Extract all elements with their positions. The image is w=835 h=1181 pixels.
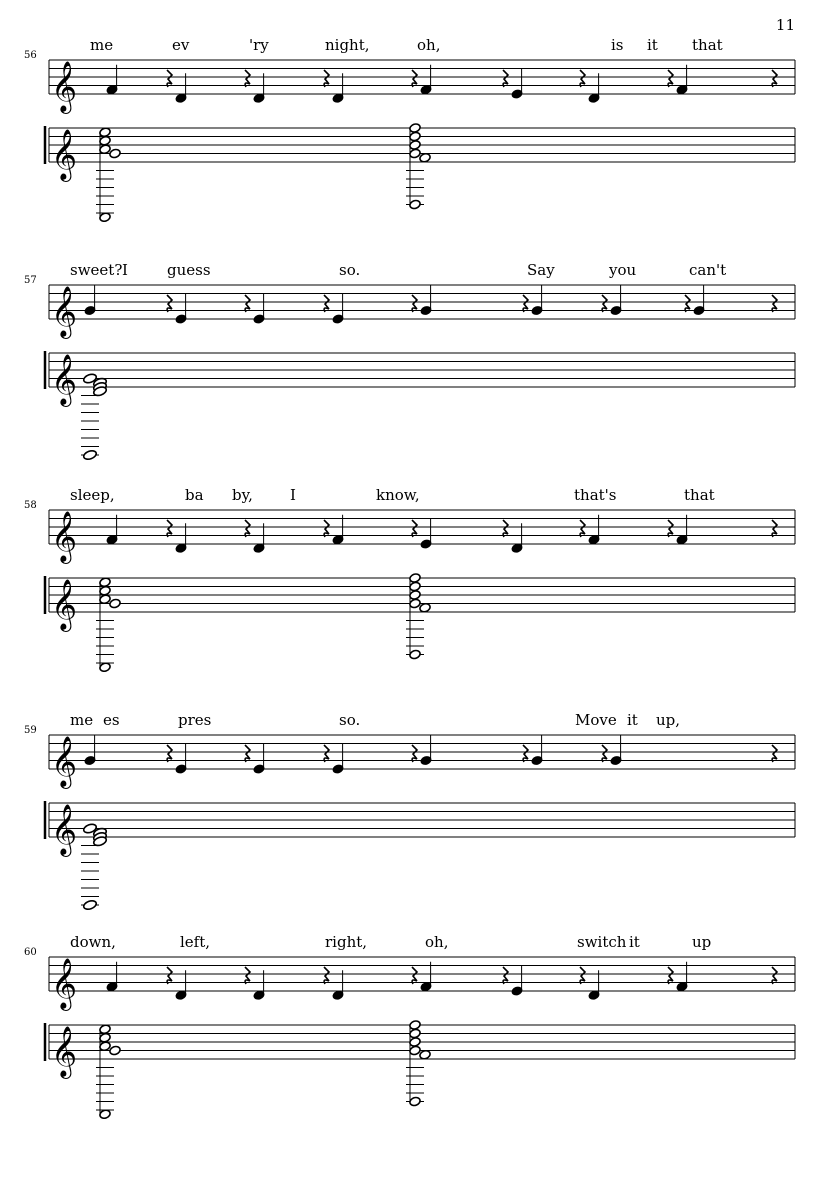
lyric-syllable: Say [527,261,555,279]
lyric-syllable: that [684,486,715,504]
quarter-rest-icon [685,295,690,312]
lyric-syllable: is [611,36,624,54]
treble-clef-icon: 𝄞 [51,511,78,562]
quarter-rest-icon [245,295,250,312]
lyric-syllable: up, [656,711,681,729]
quarter-rest-icon [245,967,250,984]
bass-notehead [99,1109,111,1120]
lyric-syllable: ev [172,36,190,54]
quarter-rest-icon [523,745,528,762]
quarter-rest-icon [580,70,585,87]
lyric-syllable: Move [575,711,617,729]
chord-notehead [409,598,421,609]
chord-notehead [99,1024,111,1035]
lyric-syllable: it [647,36,658,54]
treble-clef-icon: 𝄞 [51,1026,78,1077]
quarter-rest-icon [580,520,585,537]
quarter-rest-icon [602,295,607,312]
chord-notehead [409,590,421,601]
chord-notehead [109,598,121,609]
bass-notehead [99,212,111,223]
quarter-rest-icon [324,70,329,87]
quarter-rest-icon [324,967,329,984]
lyric-syllable: that [692,36,723,54]
chord-notehead [419,1049,431,1060]
chord-notehead [409,1028,421,1039]
page-number: 11 [775,16,795,34]
lyric-syllable: can't [689,261,727,279]
lyric-syllable: me [90,36,114,54]
quarter-rest-icon [245,745,250,762]
lyric-syllable: guess [167,261,211,279]
lyric-syllable: oh, [417,36,441,54]
chord-notehead [99,594,111,605]
treble-clef-icon: 𝄞 [51,129,78,180]
quarter-rest-icon [245,70,250,87]
lyric-syllable: so. [339,261,361,279]
lyric-syllable: it [629,933,640,951]
chord-notehead [99,585,111,596]
chord-notehead [419,152,431,163]
treble-clef-icon: 𝄞 [51,958,78,1009]
chord-notehead [409,131,421,142]
lyric-syllable: left, [180,933,211,951]
measure-number: 57 [24,275,37,286]
quarter-rest-icon [412,520,417,537]
treble-clef-icon: 𝄞 [51,354,78,405]
treble-clef-icon: 𝄞 [51,579,78,630]
chord-notehead [99,127,111,138]
quarter-rest-icon [772,520,777,537]
measure-number: 58 [24,500,37,511]
bass-notehead [409,199,421,210]
quarter-rest-icon [412,745,417,762]
chord-notehead [409,1037,421,1048]
chord-notehead [409,148,421,159]
quarter-rest-icon [324,295,329,312]
chord-notehead [99,1032,111,1043]
lyric-syllable: es [103,711,120,729]
treble-clef-icon: 𝄞 [51,286,78,337]
chord-notehead [99,577,111,588]
lyric-syllable: oh, [425,933,449,951]
bass-notehead [99,662,111,673]
bass-notehead [83,899,98,911]
quarter-rest-icon [245,520,250,537]
lyric-syllable: by, [232,486,253,504]
quarter-rest-icon [412,70,417,87]
quarter-rest-icon [503,967,508,984]
quarter-rest-icon [167,520,172,537]
treble-clef-icon: 𝄞 [51,804,78,855]
chord-notehead [99,144,111,155]
lyric-syllable: it [627,711,638,729]
lyric-syllable: night, [325,36,370,54]
measure-number: 56 [24,50,37,61]
measure-number: 60 [24,947,37,958]
quarter-rest-icon [167,745,172,762]
treble-clef-icon: 𝄞 [51,736,78,787]
lyric-syllable: sweet? [70,261,123,279]
quarter-rest-icon [523,295,528,312]
lyric-syllable: me [70,711,94,729]
quarter-rest-icon [668,70,673,87]
chord-notehead [409,1045,421,1056]
quarter-rest-icon [503,70,508,87]
quarter-rest-icon [602,745,607,762]
bass-notehead [83,449,98,461]
chord-notehead [109,1045,121,1056]
treble-clef-icon: 𝄞 [51,61,78,112]
lyric-syllable: up [692,933,712,951]
chord-notehead [109,148,121,159]
lyric-syllable: I [122,261,128,279]
lyric-syllable: right, [325,933,368,951]
lyric-syllable: you [609,261,637,279]
lyric-syllable: ba [185,486,204,504]
lyric-syllable: down, [70,933,116,951]
chord-notehead [409,581,421,592]
quarter-rest-icon [412,967,417,984]
quarter-rest-icon [412,295,417,312]
lyric-syllable: that's [574,486,617,504]
measure-number: 59 [24,725,37,736]
bass-notehead [409,649,421,660]
quarter-rest-icon [167,70,172,87]
lyric-syllable: so. [339,711,361,729]
chord-notehead [409,140,421,151]
quarter-rest-icon [503,520,508,537]
chord-notehead [409,1020,421,1031]
lyric-syllable: know, [376,486,420,504]
lyric-syllable: pres [178,711,212,729]
quarter-rest-icon [167,295,172,312]
chord-notehead [99,1041,111,1052]
chord-notehead [409,123,421,134]
quarter-rest-icon [167,967,172,984]
quarter-rest-icon [772,967,777,984]
chord-notehead [419,602,431,613]
quarter-rest-icon [324,520,329,537]
lyric-syllable: sleep, [70,486,115,504]
lyric-syllable: switch [577,933,627,951]
chord-notehead [409,573,421,584]
quarter-rest-icon [772,70,777,87]
lyric-syllable: I [290,486,296,504]
quarter-rest-icon [772,745,777,762]
chord-notehead [99,135,111,146]
quarter-rest-icon [580,967,585,984]
quarter-rest-icon [668,967,673,984]
quarter-rest-icon [668,520,673,537]
quarter-rest-icon [772,295,777,312]
bass-notehead [409,1096,421,1107]
lyric-syllable: 'ry [249,36,269,54]
quarter-rest-icon [324,745,329,762]
